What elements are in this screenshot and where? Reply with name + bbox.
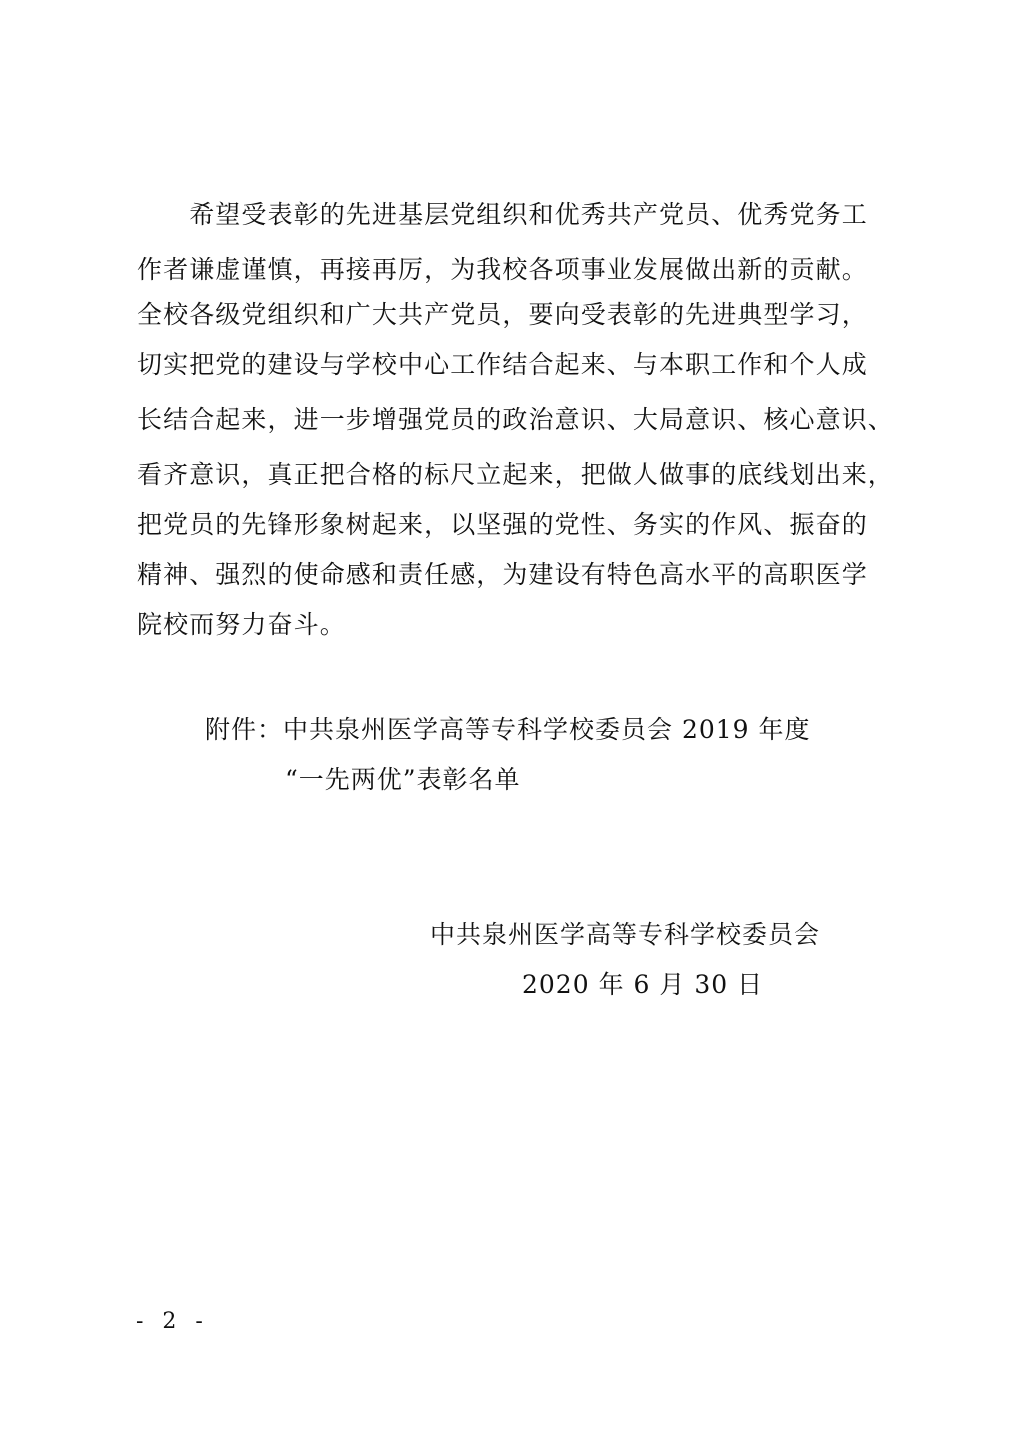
paragraph-line: 作者谦虚谨慎，再接再厉，为我校各项事业发展做出新的贡献。 <box>137 255 868 284</box>
paragraph-line: 希望受表彰的先进基层党组织和优秀共产党员、优秀党务工 <box>137 200 868 229</box>
paragraph-line: 全校各级党组织和广大共产党员，要向受表彰的先进典型学习， <box>137 300 868 329</box>
signing-organization: 中共泉州医学高等专科学校委员会 <box>430 920 821 949</box>
signing-date: 2020 年 6 月 30 日 <box>522 970 764 999</box>
paragraph-line: 长结合起来，进一步增强党员的政治意识、大局意识、核心意识、 <box>137 405 894 434</box>
paragraph-line: 精神、强烈的使命感和责任感，为建设有特色高水平的高职医学 <box>137 560 868 589</box>
paragraph-line: 院校而努力奋斗。 <box>137 610 346 639</box>
attachment-line-1: 附件：中共泉州医学高等专科学校委员会 2019 年度 <box>205 715 811 744</box>
paragraph-line: 切实把党的建设与学校中心工作结合起来、与本职工作和个人成 <box>137 350 868 379</box>
attachment-line-2: “一先两优”表彰名单 <box>285 765 521 794</box>
paragraph-line: 看齐意识，真正把合格的标尺立起来，把做人做事的底线划出来， <box>137 460 894 489</box>
page-number: - 2 - <box>136 1309 209 1334</box>
paragraph-line: 把党员的先锋形象树起来，以坚强的党性、务实的作风、振奋的 <box>137 510 868 539</box>
